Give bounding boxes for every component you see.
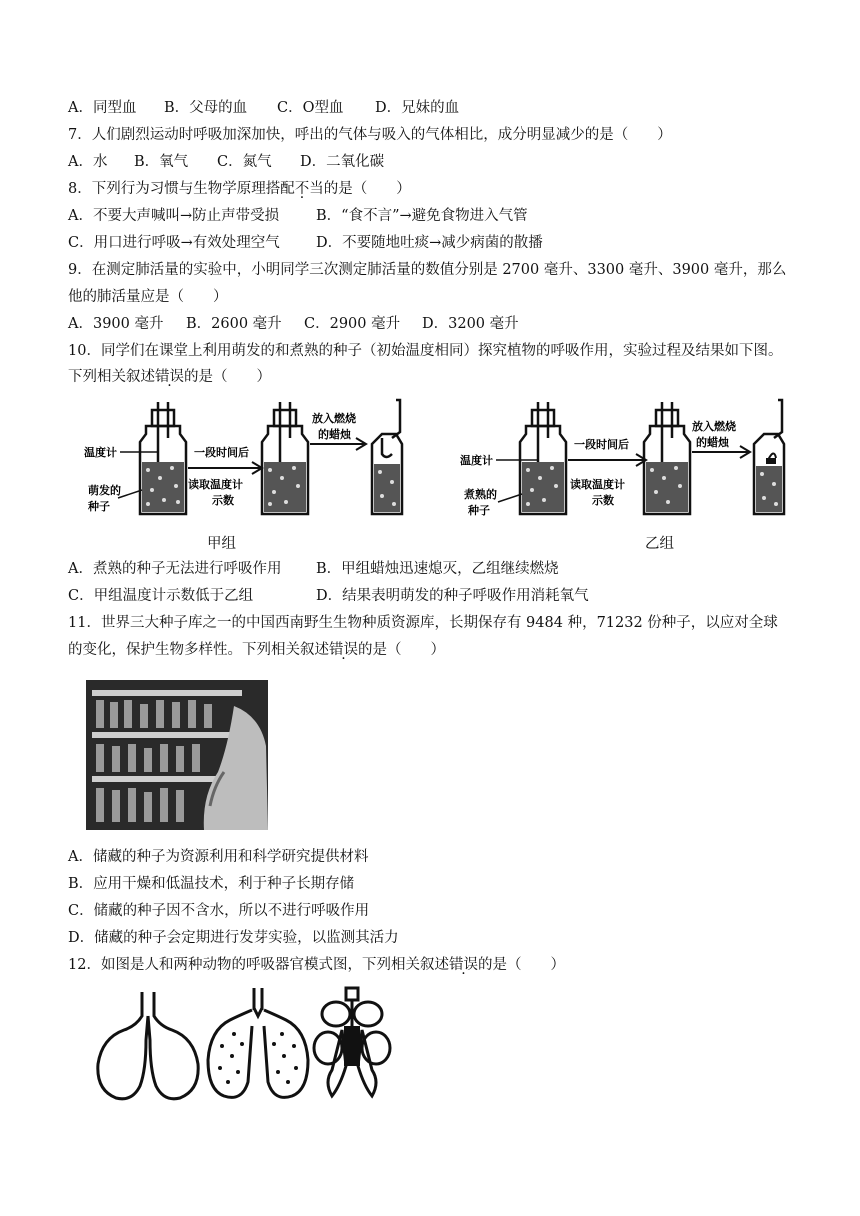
q6-options: [68, 98, 459, 118]
q10-yi-step2-2: 示数: [592, 494, 614, 507]
q10-caption-yi: 乙组: [645, 536, 674, 552]
q10-option-d: D．结果表明萌发的种子呼吸作用消耗氧气: [316, 588, 589, 604]
q11-option-d: D．储藏的种子会定期进行发芽实验，以监测其活力: [68, 930, 399, 946]
q12-mammal-lung-texture: [218, 1032, 298, 1084]
q7-option-a: A．水: [68, 154, 108, 170]
q12-respiratory-organs-figure: [92, 986, 412, 1104]
q10-figure-group-jia: [82, 398, 412, 526]
q11-option-b: B．应用干燥和低温技术，利于种子长期存储: [68, 876, 355, 892]
q10-yi-step1: 一段时间后: [574, 438, 629, 451]
q10-figure-group-yi: [458, 398, 803, 526]
q8-option-a: A．不要大声喊叫→防止声带受损: [68, 208, 280, 224]
q10-yi-seed-label-1: 煮熟的: [464, 488, 497, 501]
q12-mammal-lungs: [208, 988, 308, 1097]
q11-emphasis: 错误: [329, 642, 358, 658]
q12-sac-lungs: [98, 992, 198, 1099]
q9-option-c: C．2900 毫升: [304, 316, 401, 332]
q10-stem-text: 下列相关叙述: [68, 369, 155, 385]
q10-option-b: B．甲组蜡烛迅速熄灭，乙组继续燃烧: [316, 561, 559, 577]
q11-stem-text-end: 的是（ ）: [358, 642, 445, 658]
q6-option-c: C．O型血: [277, 100, 344, 116]
q12-emphasis: 错误: [448, 957, 478, 973]
q8-option-b: B．“食不言”→避免食物进入气管: [316, 208, 528, 224]
q12-stem-text: 12．如图是人和两种动物的呼吸器官模式图，下列相关叙述: [68, 957, 449, 973]
q10-jia-step2-2: 示数: [212, 494, 234, 507]
q10-options-row2: [68, 586, 589, 606]
q6-option-b: B．父母的血: [164, 100, 248, 116]
q7-option-b: B．氧气: [134, 154, 189, 170]
q9-stem-line2: 他的肺活量应是（ ）: [68, 289, 228, 305]
q11-stem-text: 的变化，保护生物多样性。下列相关叙述: [68, 642, 329, 658]
q8-stem: [68, 179, 411, 199]
q6-option-d: D．兄妹的血: [375, 100, 460, 116]
q7-option-c: C．氮气: [217, 154, 272, 170]
q10-option-c: C．甲组温度计示数低于乙组: [68, 588, 254, 604]
q8-option-d: D．不要随地吐痰→减少病菌的散播: [316, 235, 543, 251]
q10-options-row1: [68, 559, 559, 579]
q10-jia-step1: 一段时间后: [194, 446, 249, 459]
q10-stem-line2: [68, 367, 271, 387]
q11-option-a: A．储藏的种子为资源利用和科学研究提供材料: [68, 849, 369, 865]
q10-emphasis: 错误: [155, 369, 184, 385]
q10-stem-line1: 10．同学们在课堂上利用萌发的和煮熟的种子（初始温度相同）探究植物的呼吸作用，实验过程及结果如下图。: [68, 343, 783, 359]
q9-options: [68, 314, 519, 334]
q11-seed-bank-photo: [84, 676, 270, 832]
q12-stem-text-end: 的是（ ）: [477, 957, 565, 973]
q9-stem-line1: 9．在测定肺活量的实验中，小明同学三次测定肺活量的数值分别是 2700 毫升、3300 毫升、3900 毫升，那么: [68, 262, 787, 278]
q10-yi-step3-1: 放入燃烧: [692, 420, 736, 433]
q10-jia-seed-label-1: 萌发的: [88, 484, 121, 497]
q8-option-c: C．用口进行呼吸→有效处理空气: [68, 235, 280, 251]
q7-options: [68, 152, 384, 172]
q10-yi-step3-2: 的蜡烛: [696, 436, 729, 449]
q12-stem: [68, 955, 565, 975]
q9-option-a: A．3900 毫升: [68, 316, 164, 332]
q8-emphasis: 不: [294, 181, 310, 197]
q10-caption-jia: 甲组: [207, 536, 236, 552]
q10-jia-thermometer-label: 温度计: [84, 446, 117, 459]
q10-yi-seed-label-2: 种子: [468, 504, 490, 517]
q7-stem: 7．人们剧烈运动时呼吸加深加快，呼出的气体与吸入的气体相比，成分明显减少的是（ ）: [68, 127, 672, 143]
q10-jia-seed-label-2: 种子: [88, 500, 110, 513]
q10-jia-step2-1: 读取温度计: [188, 478, 243, 491]
q10-jia-step3-1: 放入燃烧: [312, 412, 356, 425]
q8-options-row2: [68, 233, 543, 253]
q10-stem-text-end: 的是（ ）: [184, 369, 271, 385]
q8-stem-text-end: 当的是（ ）: [309, 181, 411, 197]
q7-option-d: D．二氧化碳: [300, 154, 385, 170]
q8-stem-text: 8．下列行为习惯与生物学原理搭配: [68, 181, 295, 197]
q11-option-c: C．储藏的种子因不含水，所以不进行呼吸作用: [68, 903, 370, 919]
q10-yi-step2-1: 读取温度计: [570, 478, 625, 491]
q9-option-b: B．2600 毫升: [186, 316, 282, 332]
q11-stem-line2: [68, 640, 445, 660]
q9-option-d: D．3200 毫升: [422, 316, 519, 332]
q10-jia-step3-2: 的蜡烛: [318, 428, 351, 441]
q10-yi-thermometer-label: 温度计: [460, 454, 493, 467]
q10-option-a: A．煮熟的种子无法进行呼吸作用: [68, 561, 282, 577]
q8-options-row1: [68, 206, 528, 226]
q6-option-a: A．同型血: [68, 100, 137, 116]
q11-stem-line1: 11．世界三大种子库之一的中国西南野生生物种质资源库，长期保存有 9484 种，71232 份种子，以应对全球: [68, 615, 778, 631]
